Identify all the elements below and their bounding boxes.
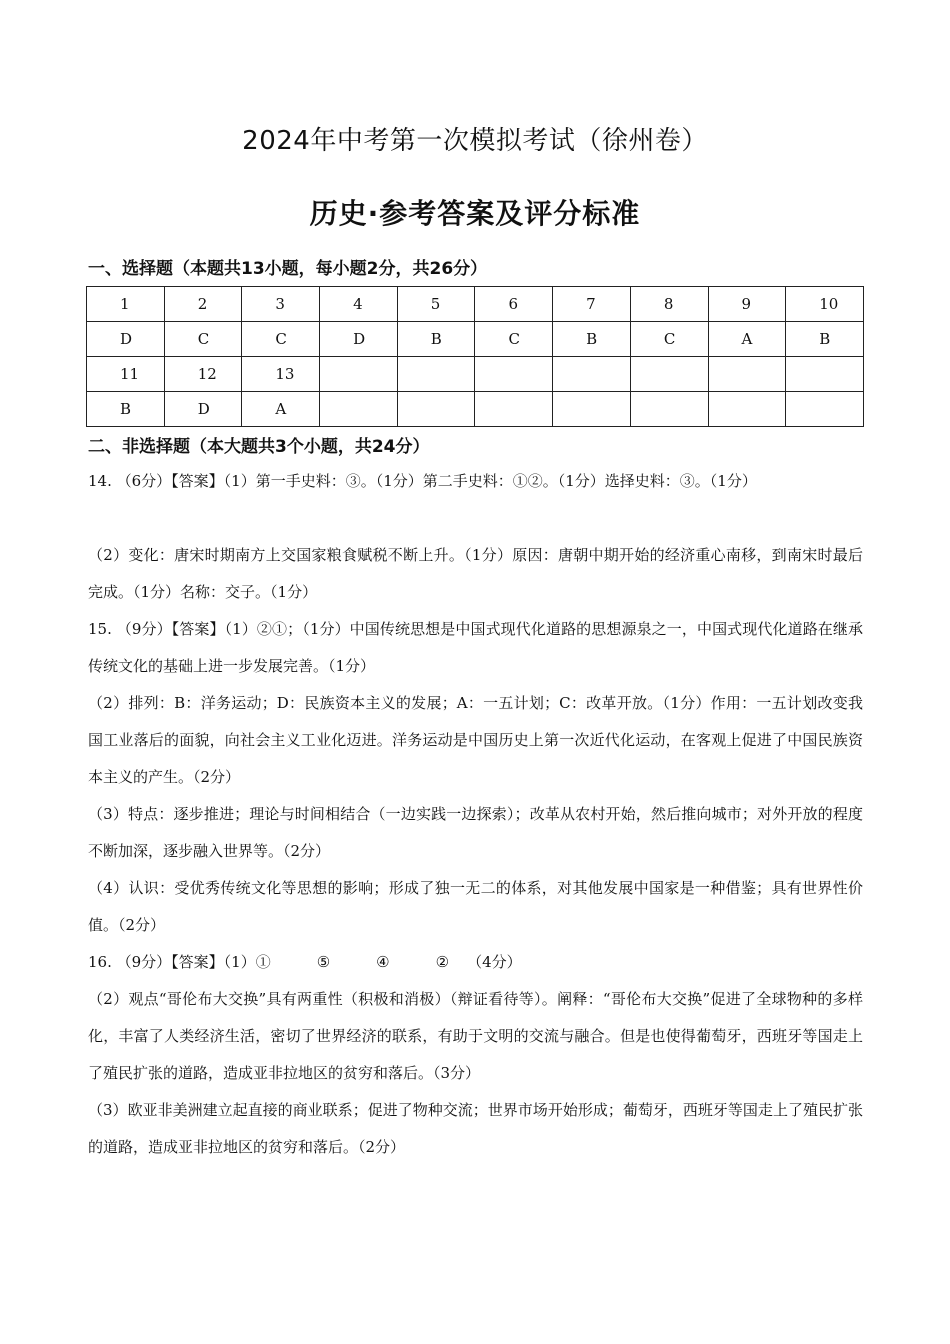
table-cell: D: [87, 322, 165, 357]
table-cell: 9: [708, 287, 786, 322]
page-title: 2024年中考第一次模拟考试（徐州卷）: [242, 126, 708, 156]
table-cell: 8: [630, 287, 708, 322]
table-cell: [630, 357, 708, 392]
section-heading-nonchoice: 二、非选择题（本大题共3个小题，共24分）: [88, 437, 430, 457]
table-cell: 4: [320, 287, 398, 322]
table-cell: [708, 357, 786, 392]
table-cell: 1: [87, 287, 165, 322]
table-cell: [397, 357, 475, 392]
table-cell: [553, 392, 631, 427]
table-cell: 12: [164, 357, 242, 392]
table-cell: [475, 392, 553, 427]
table-cell: 6: [475, 287, 553, 322]
table-cell: [475, 357, 553, 392]
page-subtitle: 历史·参考答案及评分标准: [309, 197, 641, 230]
table-cell: D: [164, 392, 242, 427]
table-cell: 7: [553, 287, 631, 322]
q15-part4: （4）认识：受优秀传统文化等思想的影响；形成了独一无二的体系，对其他发展中国家是一种借鉴；具有世界性价值。（2分）: [88, 879, 863, 934]
q16-part1: [88, 944, 863, 981]
q14-part1: 14. （6分）【答案】（1）第一手史料：③。（1分）第二手史料：①②。（1分）选择史料：③。（1分）: [88, 472, 757, 490]
table-row: [87, 322, 864, 357]
q16-part1-prefix: 16. （9分）【答案】（1）①: [88, 953, 271, 971]
table-cell: 3: [242, 287, 320, 322]
table-row: [87, 287, 864, 322]
q16-part1-score: （4分）: [467, 953, 522, 971]
table-cell: C: [475, 322, 553, 357]
table-cell: 10: [786, 287, 864, 322]
table-cell: [630, 392, 708, 427]
q16-answer-3: ④: [376, 953, 390, 971]
q14-part2: （2）变化：唐宋时期南方上交国家粮食赋税不断上升。（1分）原因：唐朝中期开始的经济重心南移，到南宋时最后完成。（1分）名称：交子。（1分）: [88, 546, 863, 601]
table-cell: [320, 392, 398, 427]
table-cell: B: [87, 392, 165, 427]
answer-table: [86, 286, 864, 427]
q15-part3: （3）特点：逐步推进；理论与时间相结合（一边实践一边探索）；改革从农村开始，然后推向城市；对外开放的程度不断加深，逐步融入世界等。（2分）: [88, 805, 863, 860]
table-cell: 2: [164, 287, 242, 322]
table-cell: [553, 357, 631, 392]
table-cell: 5: [397, 287, 475, 322]
table-cell: 11: [87, 357, 165, 392]
table-cell: C: [630, 322, 708, 357]
table-cell: [320, 357, 398, 392]
table-cell: 13: [242, 357, 320, 392]
q16-answer-2: ⑤: [316, 953, 331, 971]
q16-answer-4: ②: [435, 953, 450, 971]
table-cell: [708, 392, 786, 427]
table-cell: A: [242, 392, 320, 427]
table-cell: D: [320, 322, 398, 357]
table-cell: [786, 357, 864, 392]
q15-part2: （2）排列：B：洋务运动；D：民族资本主义的发展；A：一五计划；C：改革开放。（1分）作用：一五计划改变我国工业落后的面貌，向社会主义工业化迈进。洋务运动是中国历史上第一次近代化运动，在客观上促进了中国民族资本主义的产生。（2分）: [88, 694, 863, 786]
q16-part2: （2）观点“哥伦布大交换”具有两重性（积极和消极）（辩证看待等）。阐释：“哥伦布大交换”促进了全球物种的多样化，丰富了人类经济生活，密切了世界经济的联系，有助于文明的交流与融合。但是也使得葡萄牙，西班牙等国走上了殖民扩张的道路，造成亚非拉地区的贫穷和落后。（3分）: [88, 990, 863, 1082]
table-cell: B: [397, 322, 475, 357]
table-row: [87, 357, 864, 392]
table-cell: C: [242, 322, 320, 357]
section-heading-choice: 一、选择题（本题共13小题，每小题2分，共26分）: [88, 259, 488, 279]
q16-part3: （3）欧亚非美洲建立起直接的商业联系；促进了物种交流；世界市场开始形成；葡萄牙，西班牙等国走上了殖民扩张的道路，造成亚非拉地区的贫穷和落后。（2分）: [88, 1101, 863, 1156]
table-row: [87, 392, 864, 427]
table-cell: C: [164, 322, 242, 357]
table-cell: [397, 392, 475, 427]
table-cell: B: [786, 322, 864, 357]
table-cell: B: [553, 322, 631, 357]
table-cell: A: [708, 322, 786, 357]
table-cell: [786, 392, 864, 427]
q15-part1: 15. （9分）【答案】（1）②①；（1分）中国传统思想是中国式现代化道路的思想源泉之一，中国式现代化道路在继承传统文化的基础上进一步发展完善。（1分）: [88, 620, 863, 675]
